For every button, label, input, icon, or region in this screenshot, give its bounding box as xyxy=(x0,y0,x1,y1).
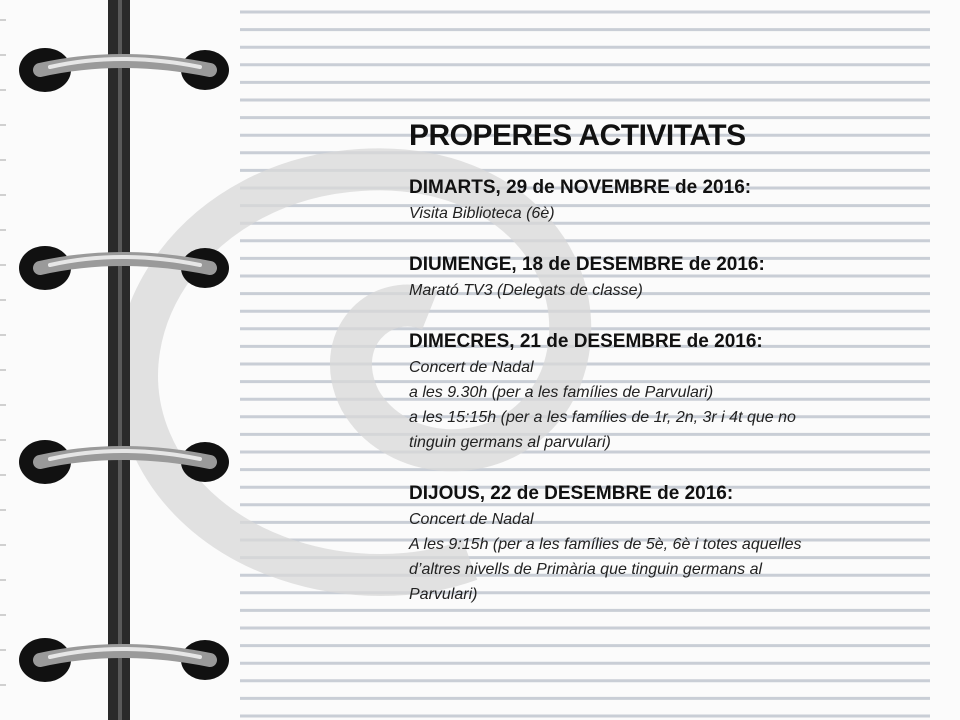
page-title: PROPERES ACTIVITATS xyxy=(409,119,746,152)
event-description xyxy=(409,507,929,607)
event-description xyxy=(409,355,929,455)
activities-panel xyxy=(409,116,929,632)
event-description xyxy=(409,278,929,303)
event-line: Concert de Nadal xyxy=(409,511,534,528)
event-date: DIMECRES, 21 de DESEMBRE de 2016: xyxy=(409,331,763,352)
event-description xyxy=(409,201,929,226)
event-line: Parvulari) xyxy=(409,586,478,603)
event-line: a les 15:15h (per a les famílies de 1r, 2n, 3r i 4t que no xyxy=(409,409,796,426)
event-line: a les 9.30h (per a les famílies de Parvulari) xyxy=(409,384,714,401)
event-line: A les 9:15h (per a les famílies de 5è, 6è i totes aquelles xyxy=(409,536,802,553)
event-date: DIUMENGE, 18 de DESEMBRE de 2016: xyxy=(409,254,765,275)
event-4 xyxy=(409,480,929,607)
event-3 xyxy=(409,328,929,455)
event-1 xyxy=(409,174,929,226)
event-date: DIMARTS, 29 de NOVEMBRE de 2016: xyxy=(409,177,752,198)
spiral-binding-icon xyxy=(0,0,260,720)
event-date: DIJOUS, 22 de DESEMBRE de 2016: xyxy=(409,483,734,504)
event-2 xyxy=(409,251,929,303)
event-line: Marató TV3 (Delegats de classe) xyxy=(409,282,643,299)
event-line: tinguin germans al parvulari) xyxy=(409,434,611,451)
event-line: d’altres nivells de Primària que tinguin germans al xyxy=(409,561,763,578)
event-line: Visita Biblioteca (6è) xyxy=(409,205,555,222)
event-line: Concert de Nadal xyxy=(409,359,534,376)
